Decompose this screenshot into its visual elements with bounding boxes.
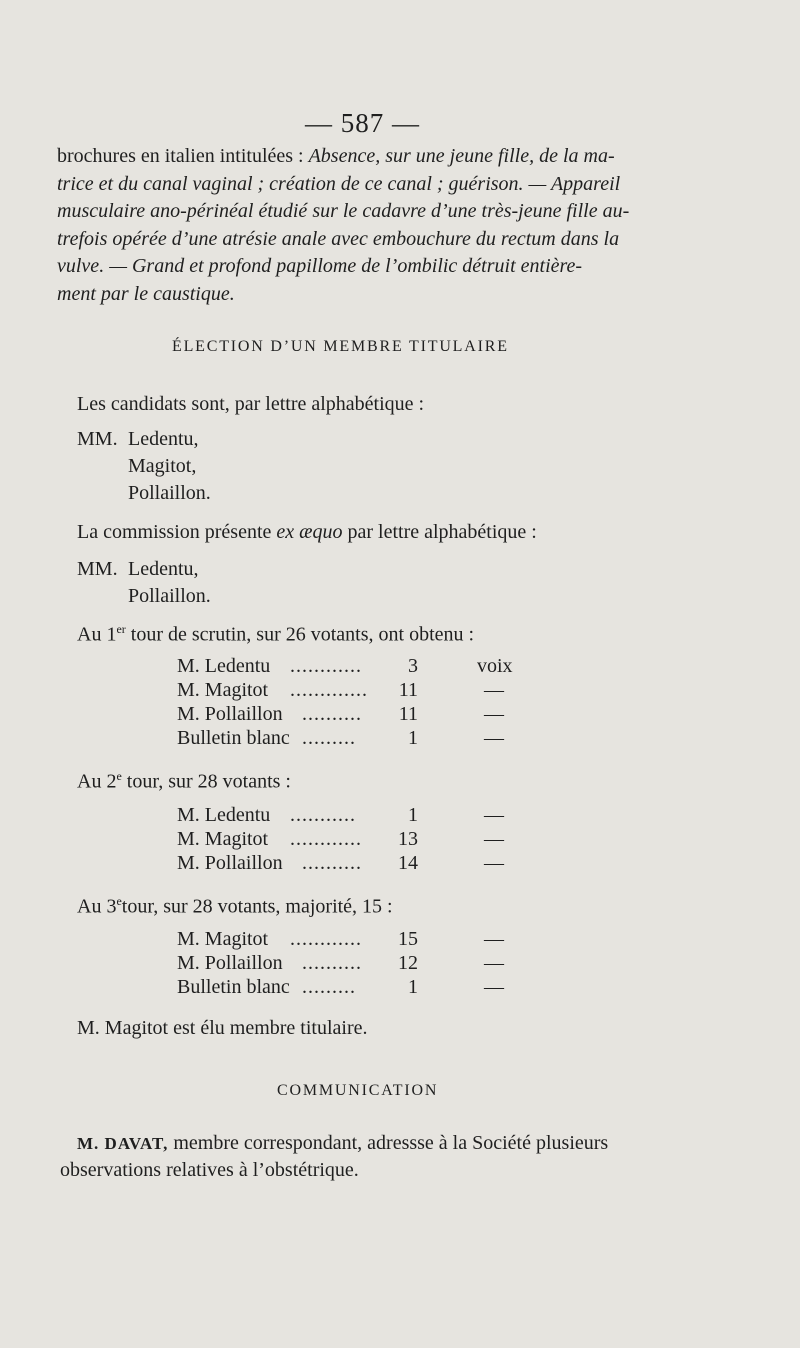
communication-heading: COMMUNICATION xyxy=(277,1082,439,1099)
intro-line-5 xyxy=(57,253,683,281)
round1-row-2-count: 11 xyxy=(398,703,418,725)
round1-row-3-dots: ......... xyxy=(302,727,356,749)
intro-line-3 xyxy=(57,198,683,226)
communication-line-1-rest: membre correspondant, adressse à la Société plusieurs xyxy=(168,1132,609,1154)
round1-intro xyxy=(77,622,474,647)
round3-sup: e xyxy=(116,894,122,908)
commission-intro-italic: ex æquo xyxy=(276,521,343,543)
round3-row-2-count: 1 xyxy=(408,976,418,998)
round3-row-0-count: 15 xyxy=(398,928,418,950)
communication-line-2: observations relatives à l’obstétrique. xyxy=(60,1159,359,1181)
election-heading: ÉLECTION D’UN MEMBRE TITULAIRE xyxy=(172,338,509,355)
round1-row-3-unit: — xyxy=(484,727,504,749)
round1-row-0-unit: voix xyxy=(477,655,513,677)
intro-line-5-text: vulve. — Grand et profond papillome de l’ombilic détruit entière- xyxy=(57,255,583,277)
round2-row-1-count: 13 xyxy=(398,828,418,850)
intro-line-6 xyxy=(57,281,683,309)
communication-line-1 xyxy=(77,1132,608,1155)
round2-intro-a: Au 2 xyxy=(77,770,117,793)
candidate-pollaillon: Pollaillon. xyxy=(128,482,211,504)
intro-line-3-text: musculaire ano-périnéal étudié sur le cadavre d’une très-jeune fille au- xyxy=(57,200,630,222)
intro-line-1-plain: brochures en italien intitulées : xyxy=(57,145,309,167)
round2-row-0-name: M. Ledentu xyxy=(177,804,271,826)
round3-row-0-name: M. Magitot xyxy=(177,928,269,950)
round3-intro-b: tour, sur 28 votants, majorité, 15 : xyxy=(121,895,393,918)
round2-row-0-dots: ........... xyxy=(290,804,356,826)
round2-row-2-unit: — xyxy=(484,852,504,874)
round1-row-0-name: M. Ledentu xyxy=(177,655,271,677)
round2-row-0-unit: — xyxy=(484,804,504,826)
round2-row-2-dots: .......... xyxy=(302,852,362,874)
candidates-intro: Les candidats sont, par lettre alphabétique : xyxy=(77,393,425,415)
page-number: — 587 — xyxy=(305,108,420,138)
round2-intro xyxy=(77,769,291,794)
round1-row-2-dots: .......... xyxy=(302,703,362,725)
round3-intro-a: Au 3 xyxy=(77,895,117,918)
round1-row-0-count: 3 xyxy=(408,655,418,677)
commission-ledentu: Ledentu, xyxy=(128,558,199,580)
intro-paragraph xyxy=(57,143,683,308)
round1-row-1-name: M. Magitot xyxy=(177,679,269,701)
round3-row-1-count: 12 xyxy=(398,952,418,974)
intro-line-1-italic: Absence, sur une jeune fille, de la ma- xyxy=(308,145,615,167)
round3-intro xyxy=(77,894,393,919)
commission-intro xyxy=(77,521,537,544)
candidate-ledentu: Ledentu, xyxy=(128,428,199,450)
round1-sup: er xyxy=(116,622,126,636)
round3-row-2-name: Bulletin blanc xyxy=(177,976,290,998)
round2-row-1-name: M. Magitot xyxy=(177,828,269,850)
round3-row-1-unit: — xyxy=(484,952,504,974)
round1-row-2-name: M. Pollaillon xyxy=(177,703,283,725)
round3-row-2-unit: — xyxy=(484,976,504,998)
round2-row-2-name: M. Pollaillon xyxy=(177,852,283,874)
round2-row-2-count: 14 xyxy=(398,852,418,874)
round1-row-3-name: Bulletin blanc xyxy=(177,727,290,749)
intro-line-6-text: ment par le caustique. xyxy=(57,282,235,305)
round1-intro-b: tour de scrutin, sur 26 votants, ont obtenu : xyxy=(125,623,475,646)
round1-row-1-unit: — xyxy=(484,679,504,701)
round3-row-0-dots: ............ xyxy=(290,928,362,950)
round1-intro-a: Au 1 xyxy=(77,623,117,646)
candidate-magitot: Magitot, xyxy=(128,455,197,477)
round2-row-0-count: 1 xyxy=(408,804,418,826)
round1-row-2-unit: — xyxy=(484,703,504,725)
commission-intro-b: par lettre alphabétique : xyxy=(342,521,537,543)
intro-line-4-text: trefois opérée d’une atrésie anale avec embouchure du rectum dans la xyxy=(57,227,620,250)
round3-row-1-dots: .......... xyxy=(302,952,362,974)
intro-line-2 xyxy=(57,171,683,199)
round2-row-1-dots: ............ xyxy=(290,828,362,850)
candidates-mm-label: MM. xyxy=(77,428,118,450)
communication-author: M. DAVAT, xyxy=(77,1134,169,1153)
round1-row-3-count: 1 xyxy=(408,727,418,749)
round2-row-1-unit: — xyxy=(484,828,504,850)
commission-mm-label: MM. xyxy=(77,558,118,580)
round1-row-0-dots: ............ xyxy=(290,655,362,677)
round3-row-1-name: M. Pollaillon xyxy=(177,952,283,974)
intro-line-4 xyxy=(57,226,683,254)
commission-pollaillon: Pollaillon. xyxy=(128,585,211,607)
round1-row-1-count: 11 xyxy=(398,679,418,701)
intro-line-2-text: trice et du canal vaginal ; création de ce canal ; guérison. — Appareil xyxy=(57,172,621,195)
round1-row-1-dots: ............. xyxy=(290,679,368,701)
round3-row-0-unit: — xyxy=(484,928,504,950)
round3-row-2-dots: ......... xyxy=(302,976,356,998)
round2-sup: e xyxy=(116,769,122,783)
commission-intro-a: La commission présente xyxy=(77,521,277,543)
election-result: M. Magitot est élu membre titulaire. xyxy=(77,1017,368,1039)
round2-intro-b: tour, sur 28 votants : xyxy=(121,770,291,793)
intro-line-1 xyxy=(57,143,683,171)
